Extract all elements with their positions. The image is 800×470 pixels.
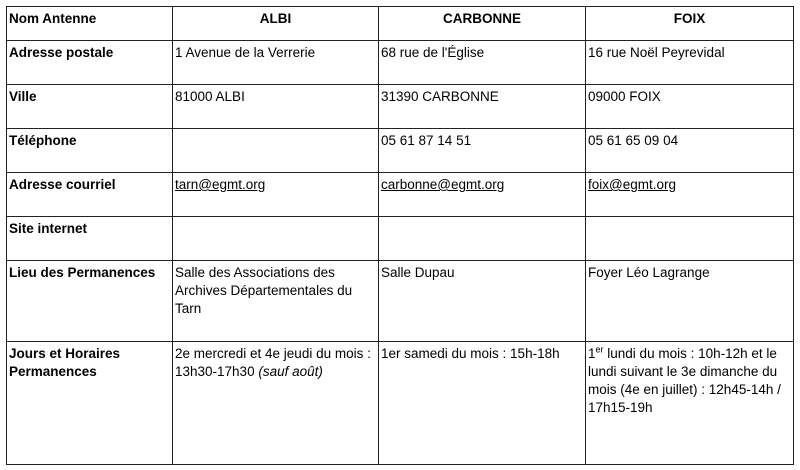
column-header-albi: ALBI (173, 7, 379, 41)
cell-lieu-foix: Foyer Léo Lagrange (586, 261, 794, 342)
header-label: Nom Antenne (7, 7, 173, 41)
cell-site-albi (173, 217, 379, 261)
cell-lieu-albi: Salle des Associations des Archives Départementales du Tarn (173, 261, 379, 342)
table-row-header (7, 7, 794, 41)
email-link-carbonne[interactable]: carbonne@egmt.org (381, 177, 505, 192)
row-label-telephone: Téléphone (7, 129, 173, 173)
row-label-ville: Ville (7, 85, 173, 129)
column-header-foix: FOIX (586, 7, 794, 41)
cell-courriel-albi (173, 173, 379, 217)
cell-site-foix (586, 217, 794, 261)
antennes-table (6, 6, 794, 465)
cell-adresse-albi: 1 Avenue de la Verrerie (173, 41, 379, 85)
row-label-adresse: Adresse postale (7, 41, 173, 85)
cell-adresse-foix: 16 rue Noël Peyrevidal (586, 41, 794, 85)
cell-ville-carbonne: 31390 CARBONNE (379, 85, 586, 129)
table-row-adresse (7, 41, 794, 85)
cell-telephone-albi (173, 129, 379, 173)
row-label-horaires-line1: Jours et Horaires (9, 346, 121, 361)
row-label-lieu: Lieu des Permanences (7, 261, 173, 342)
cell-ville-albi: 81000 ALBI (173, 85, 379, 129)
table-row-courriel (7, 173, 794, 217)
horaires-foix-text: lundi du mois : 10h-12h et le lundi suivant le 3e dimanche du mois (4e en juillet) : 12h45-14h / 17h15-19h (588, 346, 781, 415)
cell-telephone-foix: 05 61 65 09 04 (586, 129, 794, 173)
horaires-foix-prefix: 1 (588, 346, 596, 361)
row-label-horaires (7, 342, 173, 465)
cell-lieu-carbonne: Salle Dupau (379, 261, 586, 342)
cell-site-carbonne (379, 217, 586, 261)
horaires-albi-note: (sauf août) (258, 364, 323, 379)
row-label-courriel: Adresse courriel (7, 173, 173, 217)
horaires-foix-sup: er (595, 344, 604, 355)
cell-ville-foix: 09000 FOIX (586, 85, 794, 129)
row-label-site: Site internet (7, 217, 173, 261)
table-row-ville (7, 85, 794, 129)
email-link-foix[interactable]: foix@egmt.org (588, 177, 676, 192)
cell-horaires-carbonne: 1er samedi du mois : 15h-18h (379, 342, 586, 465)
table-row-telephone (7, 129, 794, 173)
cell-adresse-carbonne: 68 rue de l'Église (379, 41, 586, 85)
cell-courriel-carbonne (379, 173, 586, 217)
row-label-horaires-line2: Permanences (9, 364, 97, 379)
cell-horaires-albi (173, 342, 379, 465)
column-header-carbonne: CARBONNE (379, 7, 586, 41)
cell-telephone-carbonne: 05 61 87 14 51 (379, 129, 586, 173)
table-row-lieu (7, 261, 794, 342)
cell-courriel-foix (586, 173, 794, 217)
table-row-site (7, 217, 794, 261)
email-link-albi[interactable]: tarn@egmt.org (175, 177, 266, 192)
table-row-horaires (7, 342, 794, 465)
cell-horaires-foix (586, 342, 794, 465)
horaires-albi-text: 2e mercredi et 4e jeudi du mois : 13h30-17h30 (175, 346, 371, 379)
